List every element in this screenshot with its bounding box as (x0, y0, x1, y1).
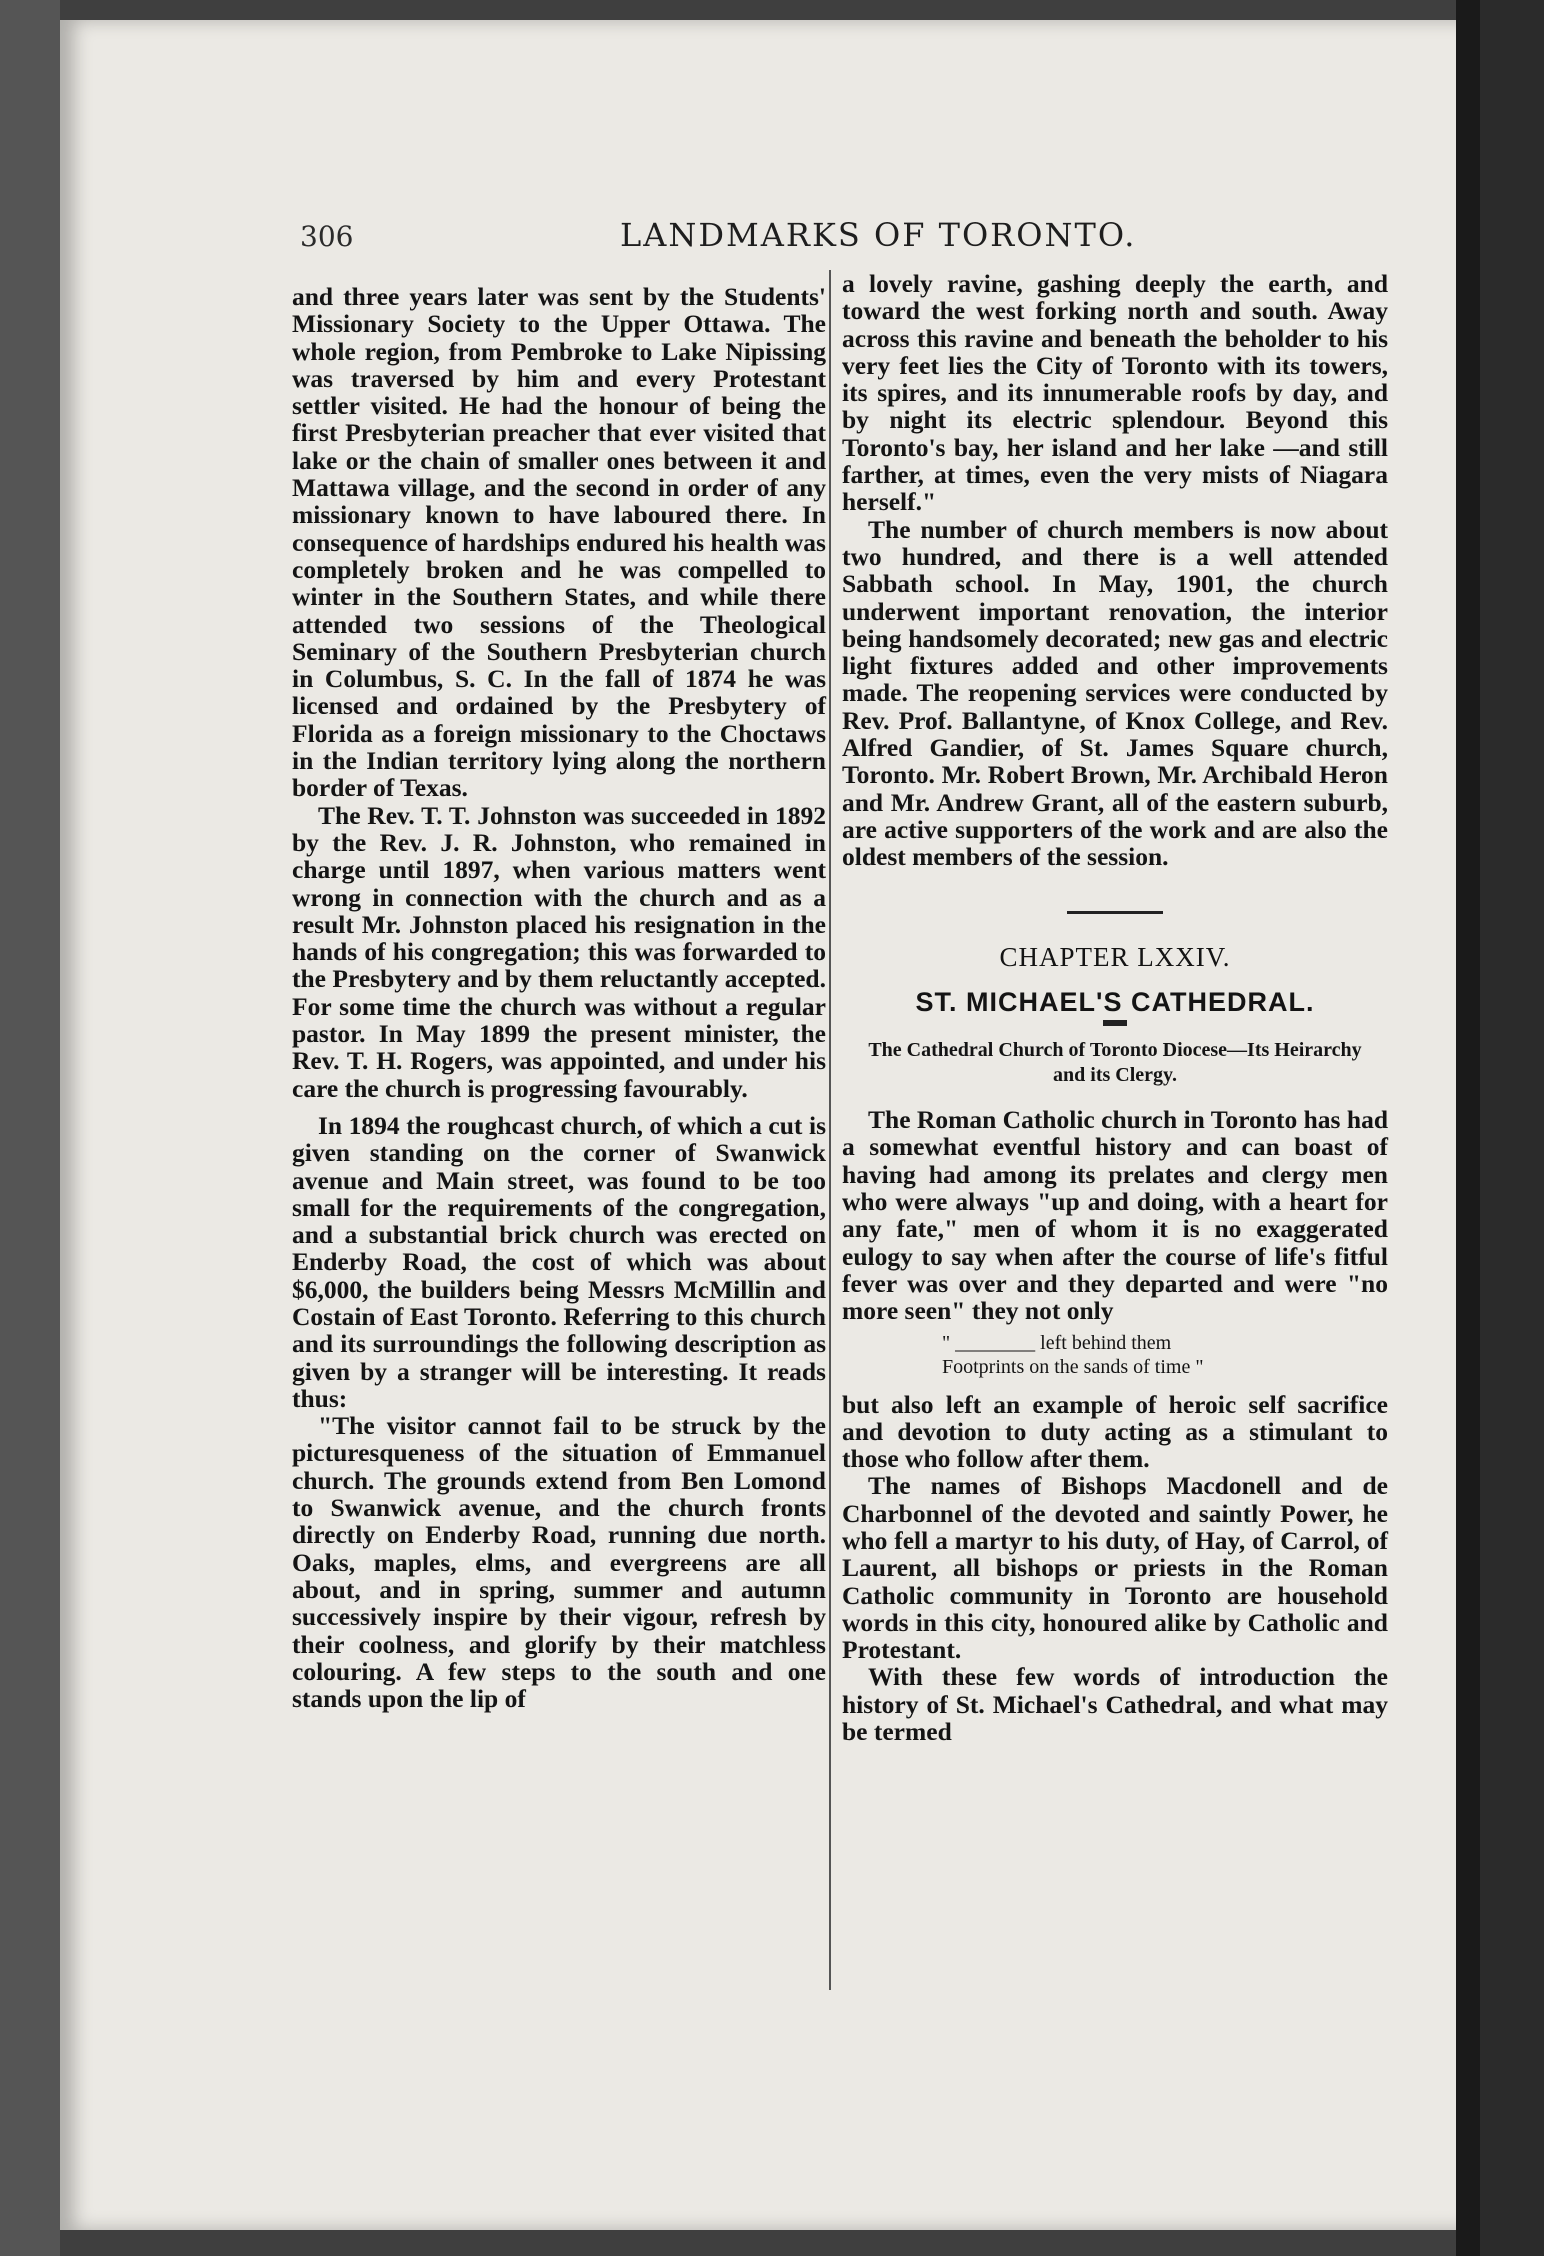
left-column (292, 283, 826, 1712)
paragraph: The Rev. T. T. Johnston was succeeded in 1892 by the Rev. J. R. Johnston, who remained in charge until 1897, when various matters went wrong in connection with the church and as a result Mr. Johnston placed his resignation in the hands of his congregation; this was forwarded to the Presbytery and by them reluctantly accepted. For some time the church was without a regular pastor. In May 1899 the present minister, the Rev. T. H. Rogers, was appointed, and under his care the church is progressing favourably. (292, 800, 826, 1103)
poetry-quote (942, 1331, 1388, 1379)
page-edge (1456, 0, 1480, 2256)
quote-line: Footprints on the sands of time " (942, 1355, 1204, 1378)
chapter-title: ST. MICHAEL'S CATHEDRAL. (915, 986, 1315, 1017)
paragraph: The Roman Catholic church in Toronto has had a somewhat eventful history and can boast of having had among its prelates and clergy men who were always "up and doing, with a heart for any fate," men of whom it is no exaggerated eulogy to say when after the course of life's fitful fever was over and they departed and were "no more seen" they not only (842, 1105, 1388, 1326)
paragraph: The names of Bishops Macdonell and de Charbonnel of the devoted and saintly Power, he who fell a martyr to his duty, of Hay, of Carrol, of Laurent, all bishops or priests in the Roman Catholic community in Toronto are household words in this city, honoured alike by Catholic and Protestant. (842, 1471, 1388, 1665)
section-rule (1067, 911, 1163, 914)
chapter-number: CHAPTER LXXIV. (999, 941, 1231, 972)
right-column (842, 270, 1388, 1745)
page-number: 306 (300, 220, 354, 253)
paragraph: In 1894 the roughcast church, of which a cut is given standing on the corner of Swanwick avenue and Main street, was found to be too small for the requirements of the congregation, and a substantial brick church was erected on Enderby Road, the cost of which was about $6,000, the builders being Messrs McMillin and Costain of East Toronto. Referring to this church and its surroundings the following description as given by a stranger will be interesting. It reads thus: (292, 1110, 826, 1413)
running-title: LANDMARKS OF TORONTO. (620, 216, 1137, 254)
chapter-subtitle: The Cathedral Church of Toronto Diocese—Its Heirarchy and its Clergy. (868, 1039, 1362, 1087)
scan-left-margin (0, 0, 60, 2256)
paragraph: a lovely ravine, gashing deeply the earth, and toward the west forking north and south. Away across this ravine and beneath the beholder to his very feet lies the City of Toronto with its towers, its spires, and its innumerable roofs by day, and by night its electric splendour. Beyond this Toronto's bay, her island and her lake —and still farther, at times, even the very mists of Niagara herself." (842, 269, 1388, 517)
title-dash (1103, 1020, 1127, 1026)
paragraph: and three years later was sent by the Students' Missionary Society to the Upper Ottawa. The whole region, from Pembroke to Lake Nipissing was traversed by him and every Protestant settler visited. He had the honour of being the first Presbyterian preacher that ever visited that lake or the chain of smaller ones between it and Mattawa village, and the second in order of any missionary known to have laboured there. In consequence of hardships endured his health was completely broken and he was compelled to winter in the Southern States, and while there attended two sessions of the Theological Seminary of the Southern Presbyterian church in Columbus, S. C. In the fall of 1874 he was licensed and ordained by the Presbytery of Florida as a foreign missionary to the Choctaws in the Indian territory lying along the northern border of Texas. (292, 282, 826, 803)
quote-line: " ________ left behind them (942, 1331, 1172, 1354)
scan-right-margin (1480, 0, 1544, 2256)
page-header (300, 210, 1400, 260)
paragraph: "The visitor cannot fail to be struck by the picturesqueness of the situation of Emmanuel church. The grounds extend from Ben Lomond to Swanwick avenue, and the church fronts directly on Enderby Road, running due north. Oaks, maples, elms, and evergreens are all about, and in spring, summer and autumn successively inspire by their vigour, refresh by their coolness, and glorify by their matchless colouring. A few steps to the south and one stands upon the lip of (292, 1411, 826, 1714)
paragraph: With these few words of introduction the history of St. Michael's Cathedral, and what may be termed (842, 1662, 1388, 1747)
paragraph: The number of church members is now about two hundred, and there is a well attended Sabbath school. In May, 1901, the church underwent important renovation, the interior being handsomely decorated; new gas and electric light fixtures added and other improvements made. The reopening services were conducted by Rev. Prof. Ballantyne, of Knox College, and Rev. Alfred Gandier, of St. James Square church, Toronto. Mr. Robert Brown, Mr. Archibald Heron and Mr. Andrew Grant, all of the eastern suburb, are active supporters of the work and are also the oldest members of the session. (842, 514, 1388, 872)
column-divider (829, 270, 831, 1990)
paragraph: but also left an example of heroic self sacrifice and devotion to duty acting as a stimulant to those who follow after them. (842, 1389, 1388, 1474)
